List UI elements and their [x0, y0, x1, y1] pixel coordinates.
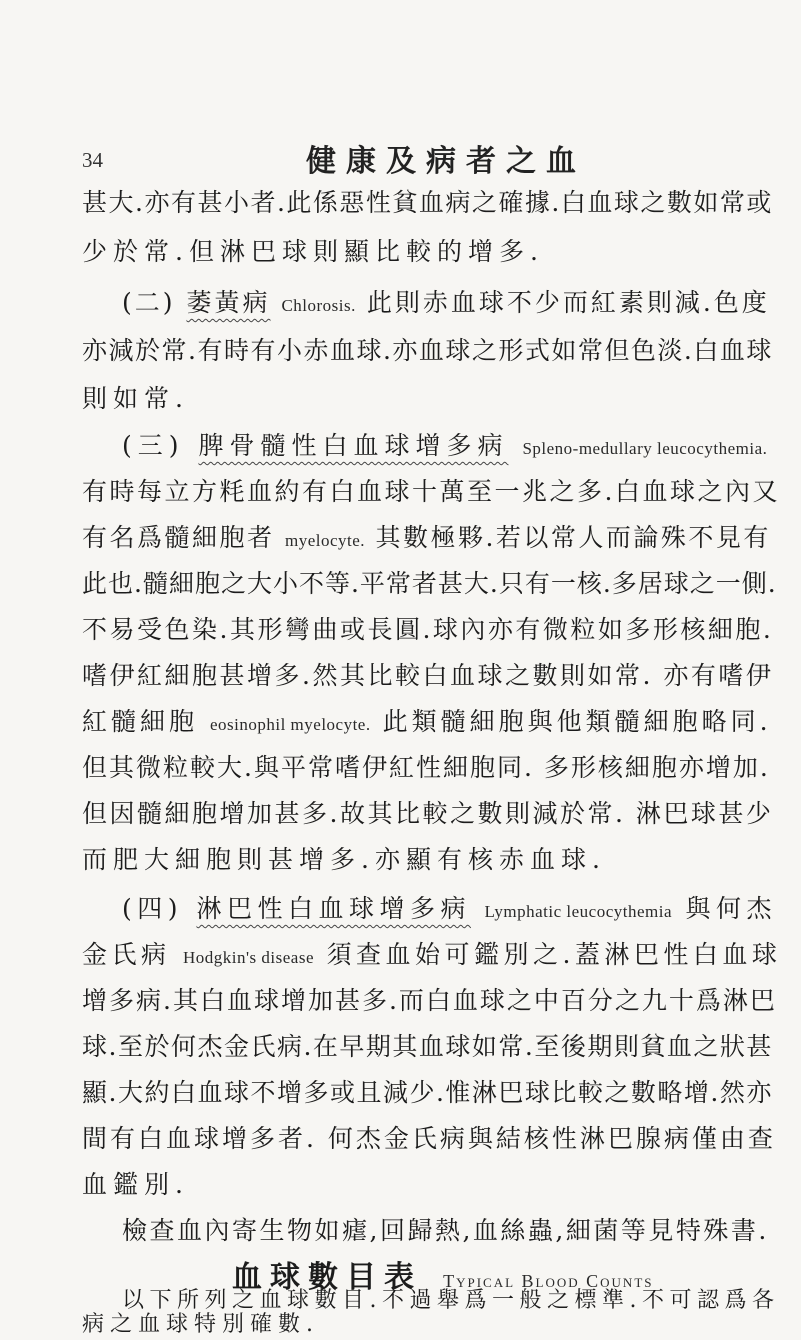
page-number: 34 [82, 148, 103, 172]
chlorosis-latin: Chlorosis. [281, 296, 356, 315]
text-line-8: 嗜伊紅細胞甚增多.然其比較白血球之數則如常. 亦有嗜伊 [82, 661, 774, 690]
section-heading-english: Typical Blood Counts [443, 1271, 654, 1291]
section-heading-chinese: 血球數目表 [232, 1260, 422, 1295]
text-line-13: 球.至於何杰金氏病.在早期其血球如常.至後期則貧血之狀甚 [82, 1032, 773, 1061]
chlorosis-number: (二) [122, 288, 176, 317]
spleno-number: (三) [122, 431, 185, 460]
running-title: 健康及病者之血 [306, 144, 586, 179]
chlorosis-term: 萎黃病 [186, 288, 271, 317]
chlorosis-line [122, 290, 770, 315]
lymphatic-number: (四) [122, 894, 184, 923]
eosinophil-latin: eosinophil myelocyte. [209, 715, 371, 734]
text-line-19: 病之血球特別確數. [82, 1312, 319, 1337]
eosinophil-post: 此類髓細胞與他類髓細胞略同. [382, 707, 772, 736]
spleno-latin: Spleno-medullary leucocythemia. [522, 439, 768, 458]
text-line-14: 顯.大約白血球不增多或且減少.惟淋巴球比較之數略增.然亦 [82, 1078, 773, 1107]
hodgkin-post: 須查血始可鑑別之.蓋淋巴性白血球 [326, 940, 782, 969]
text-line-6: 此也.髓細胞之大小不等.平常者甚大.只有一核.多居球之一側. [82, 569, 777, 598]
hodgkin-line [82, 942, 781, 967]
myelocyte-latin: myelocyte. [284, 531, 366, 550]
text-line-2: 少於常.但淋巴球則顯比較的增多. [82, 237, 544, 266]
lymphatic-line [122, 896, 777, 921]
text-line-3: 亦減於常.有時有小赤血球.亦血球之形式如常但色淡.白血球 [82, 336, 773, 365]
text-line-1: 甚大.亦有甚小者.此係惡性貧血病之確據.白血球之數如常或 [82, 188, 773, 217]
eosinophil-pre: 紅髓細胞 [82, 707, 199, 736]
eosinophil-line [82, 709, 772, 734]
hodgkin-latin: Hodgkin's disease [182, 948, 314, 967]
text-line-10: 但因髓細胞增加甚多.故其比較之數則減於常. 淋巴球甚少 [82, 799, 774, 828]
lymphatic-post: 與何杰 [685, 894, 777, 923]
spleno-line [122, 433, 767, 458]
myelocyte-pre: 有名爲髓細胞者 [82, 523, 275, 552]
text-line-7: 不易受色染.其形彎曲或長圓.球內亦有微粒如多形核細胞. [82, 615, 774, 644]
chlorosis-text: 此則赤血球不少而紅素則減.色度 [366, 288, 770, 317]
text-line-5: 有時每立方粍血約有白血球十萬至一兆之多.白血球之內又 [82, 477, 780, 506]
spleno-term: 脾骨髓性白血球增多病 [198, 431, 509, 460]
myelocyte-post: 其數極夥.若以常人而論殊不見有 [375, 523, 771, 552]
text-line-15: 間有白血球增多者. 何杰金氏病與結核性淋巴腺病僅由查 [82, 1124, 776, 1153]
text-line-4: 則如常. [82, 384, 189, 413]
text-line-12: 增多病.其白血球增加甚多.而白血球之中百分之九十爲淋巴 [82, 986, 777, 1015]
text-line-18: 以下所列之血球數目.不過舉爲一般之標準.不可認爲各 [122, 1288, 780, 1313]
text-line-16: 血鑑別. [82, 1170, 189, 1199]
hodgkin-pre: 金氏病 [82, 940, 171, 969]
lymphatic-term: 淋巴性白血球增多病 [196, 894, 471, 923]
myelocyte-line [82, 525, 771, 550]
lymphatic-latin: Lymphatic leucocythemia [484, 902, 673, 921]
text-line-9: 但其微粒較大.與平常嗜伊紅性細胞同. 多形核細胞亦增加. [82, 753, 770, 782]
text-line-17: 檢查血內寄生物如瘧,回歸熱,血絲蟲,細菌等見特殊書. [122, 1216, 769, 1245]
text-line-11: 而肥大細胞則甚增多.亦顯有核赤血球. [82, 845, 606, 874]
